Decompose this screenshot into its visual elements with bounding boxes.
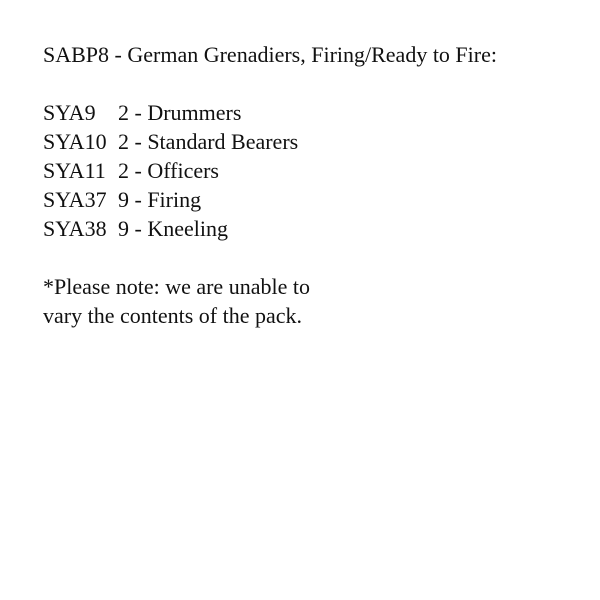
item-description: 9 - Firing	[118, 187, 202, 212]
list-item	[43, 127, 563, 156]
item-description: 2 - Drummers	[118, 100, 242, 125]
document-body	[43, 40, 563, 352]
list-item	[43, 214, 563, 243]
pack-title: SABP8 - German Grenadiers, Firing/Ready to Fire:	[43, 42, 497, 67]
pack-note: *Please note: we are unable to vary the contents of the pack.	[43, 274, 310, 328]
item-code: SYA38	[43, 216, 107, 241]
item-code: SYA9	[43, 100, 96, 125]
list-item	[43, 98, 563, 127]
item-code: SYA37	[43, 187, 107, 212]
pack-contents-list	[43, 98, 563, 243]
item-code: SYA11	[43, 158, 106, 183]
item-description: 2 - Officers	[118, 158, 219, 183]
list-item	[43, 185, 563, 214]
list-item	[43, 156, 563, 185]
item-description: 2 - Standard Bearers	[118, 129, 299, 154]
item-description: 9 - Kneeling	[118, 216, 228, 241]
item-code: SYA10	[43, 129, 107, 154]
